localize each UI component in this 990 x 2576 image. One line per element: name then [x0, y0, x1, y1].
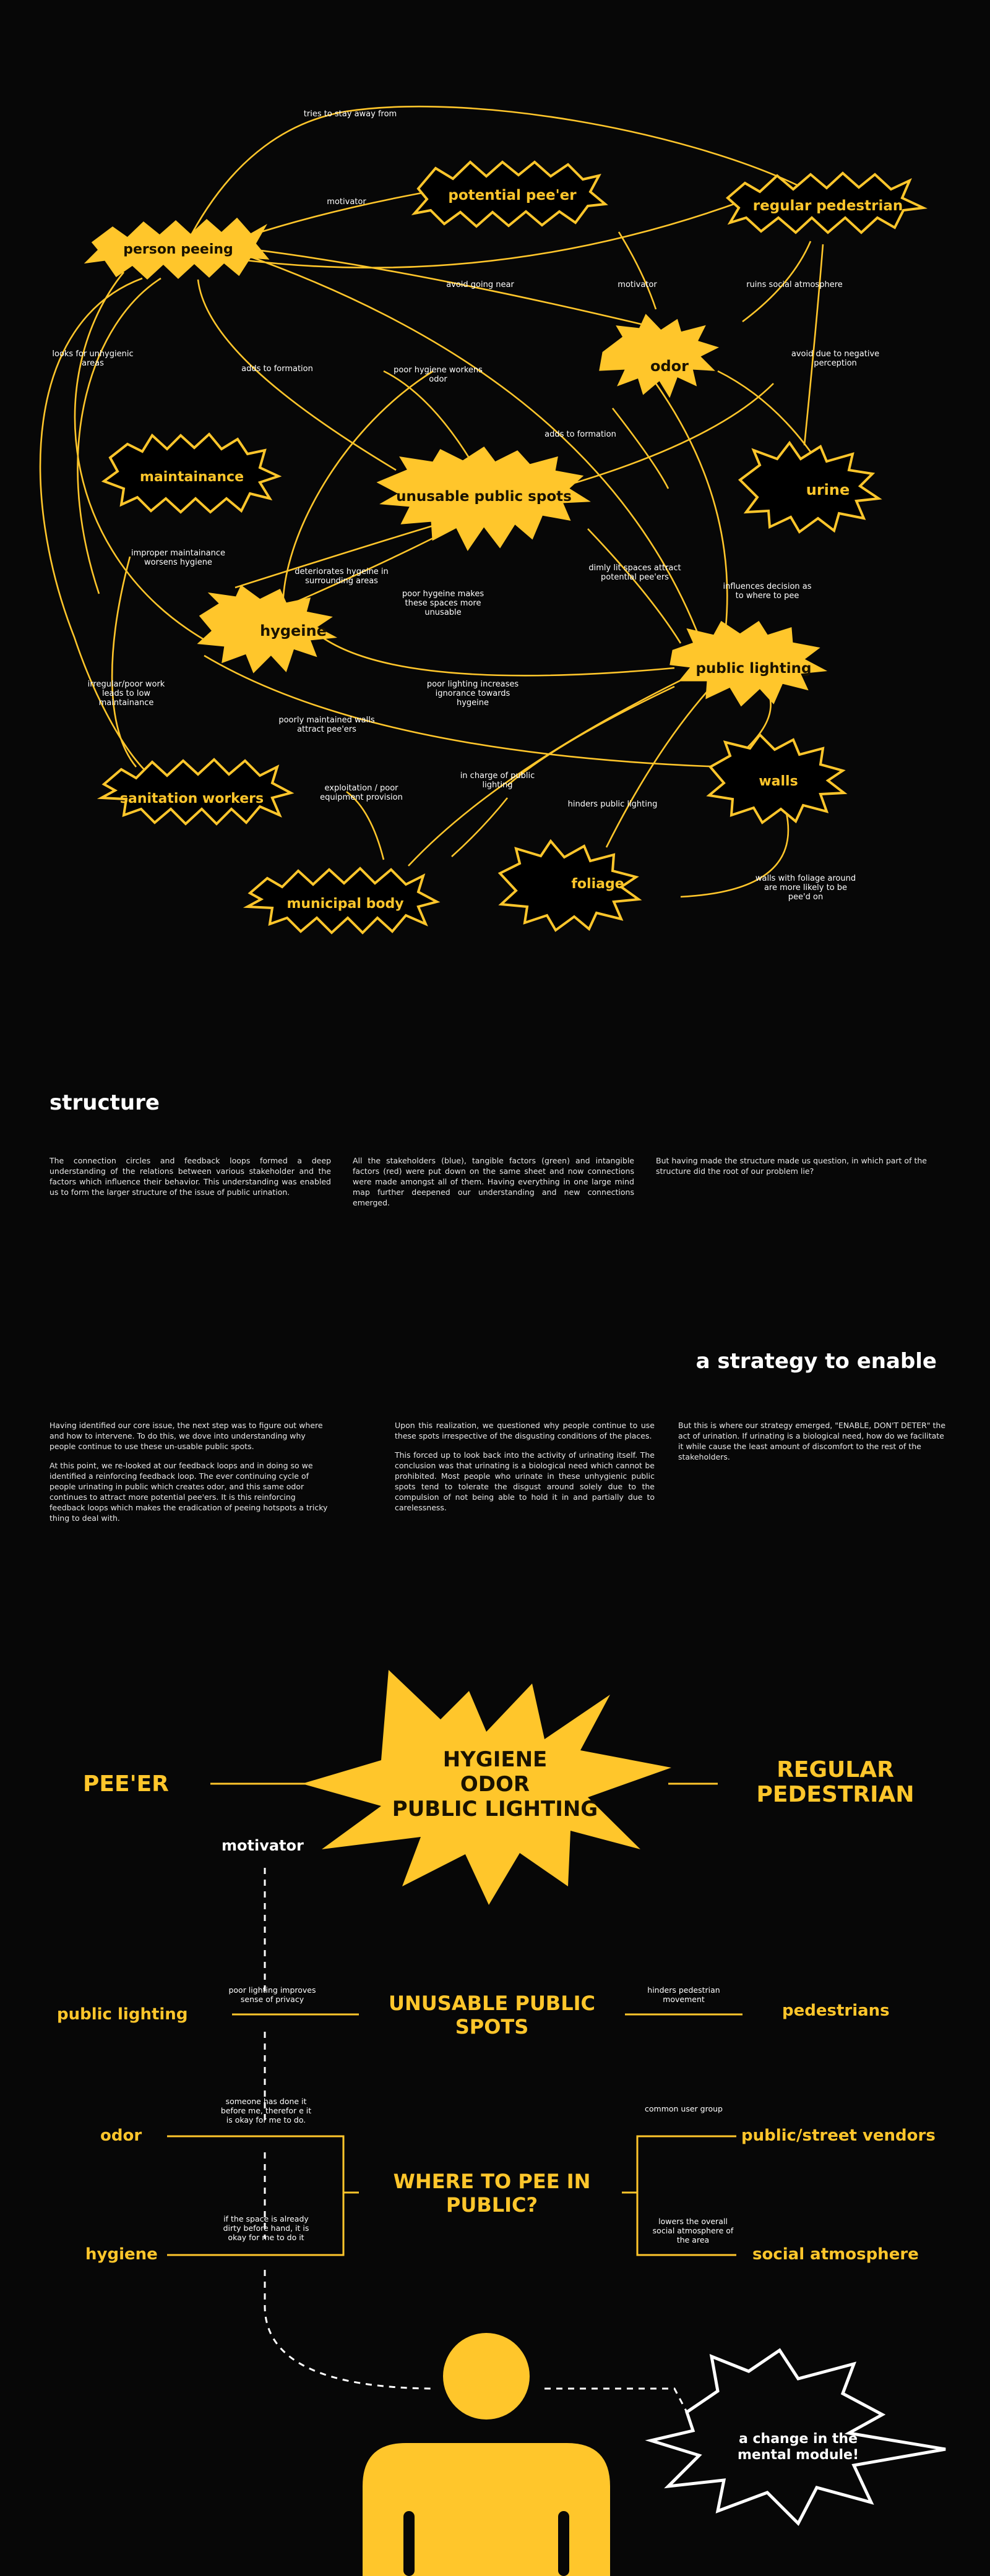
flow-regular-pedestrian: [730, 1758, 940, 1807]
center-line-1: HYGIENE: [442, 1747, 548, 1772]
edge-label-poorly-maintained: poorly maintained walls attract pee'ers: [278, 716, 375, 734]
dash-4: [265, 2270, 433, 2389]
flow-peeer: PEE'ER: [83, 1771, 169, 1797]
strategy-col2-p2: This forced up to look back into the activity of urinating itself. The conclusion was that urinating is a biological need which cannot be prohibited. Most people who urinate in these unhygienic public spots tend to tolerate the disgust around solely due to the compulsion of not being able to hold it in and partially due to carelessness.: [395, 1450, 655, 1512]
flow-common-user-group: common user group: [645, 2104, 723, 2113]
change-bubble-line-1: a change in the: [738, 2431, 858, 2447]
edge-label-poor-lighting-increases: poor lighting increases ignorance towards hygeine: [426, 680, 519, 708]
edge-in-charge: [408, 680, 681, 866]
edge-adds-formation-2: [613, 408, 668, 489]
edge-label-ruins-social: ruins social atmosphere: [746, 280, 843, 289]
flow-unusable: UNUSABLE PUBLIC SPOTS: [389, 1992, 595, 2039]
flow-motivator: motivator: [222, 1837, 304, 1854]
edge-label-influences: influences decision as to where to pee: [723, 582, 812, 601]
strategy-col2-p1: Upon this realization, we questioned why people continue to use these spots irrespective of the disgusting conditions of the places.: [395, 1421, 655, 1440]
node-urine: [740, 443, 879, 532]
edge-label-looks-for: looks for unhygienic areas: [52, 349, 134, 368]
edge-walls-municipal: [452, 798, 507, 857]
structure-col1: The connection circles and feedback loops formed a deep understanding of the relations between various stakeholder and the factors which influence their behavior. This understanding was enabled us to form the larger structure of the issue of public urination.: [50, 1156, 331, 1197]
edge-label-irregular: irregular/poor work leads to low maintainance: [87, 680, 165, 708]
center-line-3: PUBLIC LIGHTING: [392, 1797, 598, 1821]
edge-label-motivator-2: motivator: [618, 280, 657, 289]
strategy-col3: But this is where our strategy emerged, "ENABLE, DON'T DETER" the act of urination. If urinating is a biological need, how do we facilitate it while cause the least amount of discomfort to the rest of the stakeholders.: [678, 1421, 946, 1461]
flow-hygiene: hygiene: [85, 2245, 158, 2264]
edge-label-motivator-1: motivator: [327, 197, 366, 207]
node-potential-peeer: [415, 162, 605, 226]
person-head: [443, 2333, 530, 2420]
edge-adds-formation-1: [384, 371, 476, 470]
edge-influences: [656, 383, 727, 643]
node-sanitation-workers-label: sanitation workers: [119, 791, 264, 807]
edge-label-adds-formation-2: adds to formation: [544, 430, 616, 439]
edge-label-exploitation: exploitation / poor equipment provision: [320, 784, 403, 802]
flow-hinders-note: hinders pedestrian movement: [647, 1985, 720, 2004]
change-bubble: [651, 2350, 945, 2523]
edge-avoid-negative: [804, 244, 823, 445]
flow-vendors: public/street vendors: [741, 2126, 936, 2145]
strategy-col1: [50, 1420, 331, 1532]
edge-label-avoid-going-near: avoid going near: [446, 280, 514, 289]
structure-col3: But having made the structure made us question, in which part of the structure did the root of our problem lie?: [656, 1156, 927, 1176]
node-walls-label: walls: [759, 774, 798, 789]
node-regular-pedestrian-label: regular pedestrian: [752, 198, 903, 214]
flow-regular-pedestrian-line-2: PEDESTRIAN: [756, 1782, 915, 1807]
dash-5: [544, 2389, 687, 2412]
node-odor: [600, 315, 717, 396]
edge-poor-lighting-increases: [322, 637, 674, 675]
edge-label-walls-foliage: walls with foliage around are more likely to be pee'd on: [755, 874, 856, 902]
edge-label-poor-hygiene-makes: poor hygeine makes these spaces more unusable: [402, 589, 484, 617]
edge-poorly-maintained-walls: [204, 656, 724, 767]
edge-irregular-work: [112, 557, 136, 767]
edge-label-hinders-lighting: hinders public lighting: [567, 800, 658, 809]
node-regular-pedestrian: [728, 173, 923, 233]
structure-col2: All the stakeholders (blue), tangible factors (green) and intangible factors (red) were put down on the same sheet and now connections were made amongst all of them. Having everything in one large mind map further deepened our understanding and new connections emerged.: [353, 1156, 634, 1207]
node-maintainance-label: maintainance: [139, 469, 244, 485]
strategy-col1-p2: At this point, we re-looked at our feedback loops and in doing so we identified a reinforcing feedback loop. The ever continuing cycle of people urinating in public which creates odor, and this same odor continues to attract more potential pee'ers. It is this reinforcing feedback loops which makes the eradication of peeing hotspots a tricky thing to deal with.: [50, 1461, 328, 1523]
edge-label-tries: tries to stay away from: [303, 109, 397, 119]
flow-social-atmosphere: social atmosphere: [752, 2245, 919, 2264]
flow-where-to-pee: WHERE TO PEE IN PUBLIC?: [393, 2170, 591, 2217]
person-figure: [363, 2333, 610, 2576]
flow-odor: odor: [100, 2126, 142, 2145]
edge-motivator-2: [619, 232, 656, 309]
node-potential-peeer-label: potential pee'er: [448, 187, 577, 203]
structure-title: structure: [50, 1090, 160, 1115]
center-line-2: ODOR: [460, 1772, 530, 1797]
flow-lowers-note: lowers the overall social atmosphere of the area: [652, 2217, 734, 2244]
node-foliage: [500, 841, 639, 930]
node-foliage-label: foliage: [571, 876, 624, 892]
flow-center-burst: [302, 1670, 671, 1905]
flow-public-lighting: public lighting: [57, 2005, 188, 2024]
node-maintainance: [104, 434, 278, 512]
strategy-col1-p1: Having identified our core issue, the next step was to figure out where and how to intervene. To do this, we dove into understanding why people continue to use these un-usable public spots.: [50, 1421, 323, 1451]
mind-map: [0, 0, 990, 1002]
node-urine-label: urine: [806, 481, 850, 499]
edge-label-in-charge: in charge of public lighting: [460, 771, 535, 790]
edge-label-adds-formation-1: adds to formation: [241, 364, 313, 374]
node-person-peeing: [87, 219, 267, 278]
node-municipal-body: [248, 868, 437, 933]
edge-label-poor-hygiene-workers: poor hygiene workens odor: [394, 366, 483, 384]
node-person-peeing-label: person peeing: [123, 242, 233, 257]
flow-dirty-note: if the space is already dirty before hand, it is okay for me to do it: [223, 2214, 309, 2242]
edge-label-avoid-negative: avoid due to negative perception: [791, 349, 880, 368]
node-hygeine: [199, 586, 334, 672]
node-walls: [709, 735, 844, 823]
strategy-title: a strategy to enable: [695, 1349, 937, 1374]
flow-someone-note: someone has done it before me, therefor e it is okay for me to do.: [220, 2097, 312, 2125]
mind-map-nodes: [87, 162, 923, 933]
node-public-lighting-label: public lighting: [695, 661, 812, 677]
edge-person-unusable: [198, 280, 396, 470]
change-bubble-line-2: mental module!: [737, 2447, 859, 2463]
node-public-lighting: [671, 622, 824, 705]
edge-label-dimly-lit: dimly lit spaces attract potential pee'ers: [588, 563, 681, 582]
node-unusable-spots-label: unusable public spots: [396, 489, 572, 505]
flow-pedestrians: pedestrians: [782, 2001, 890, 2020]
node-odor-label: odor: [650, 357, 689, 375]
edge-person-maintainance: [78, 278, 161, 594]
edge-person-odor: [235, 247, 644, 325]
node-municipal-body-label: municipal body: [286, 896, 404, 912]
flow-regular-pedestrian-line-1: REGULAR: [777, 1757, 894, 1782]
node-unusable-spots: [379, 448, 588, 549]
edge-label-improper: improper maintainance worsens hygiene: [131, 549, 226, 567]
strategy-col2: [395, 1420, 655, 1521]
edge-label-deteriorates: deteriorates hygeine in surrounding areas: [295, 567, 389, 586]
node-hygeine-label: hygeine: [260, 622, 327, 640]
edge-dimly-lit: [588, 529, 681, 643]
flow-poor-lighting-note: poor lighting improves sense of privacy: [228, 1985, 316, 2004]
person-body: [363, 2443, 610, 2576]
flow-dashed: [265, 1868, 687, 2412]
node-sanitation-workers: [101, 760, 291, 824]
